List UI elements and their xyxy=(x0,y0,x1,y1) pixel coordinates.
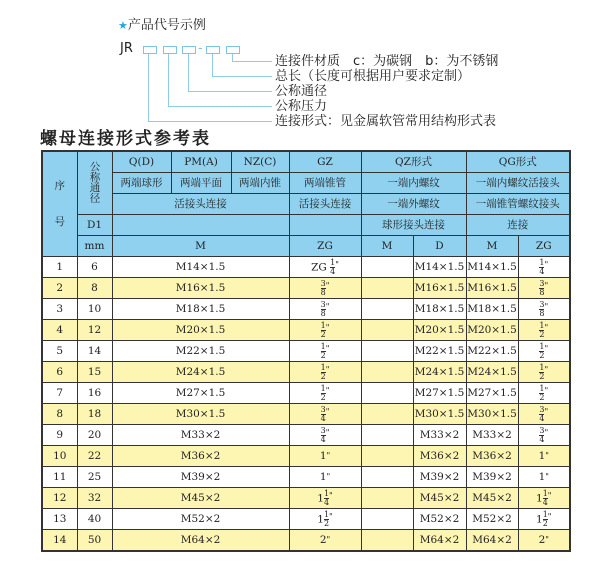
cell-qg-zg xyxy=(518,404,570,425)
cell-qg-zg xyxy=(518,341,570,362)
zg-part: " xyxy=(326,472,331,481)
cell-qg-m: M52×2 xyxy=(466,509,518,530)
cell-qg-m: M45×2 xyxy=(466,488,518,509)
cell-gz-zg xyxy=(289,362,361,383)
cell-qz-d: M20×1.5 xyxy=(413,320,466,341)
code-dash: - xyxy=(198,41,203,56)
cell-qg-zg xyxy=(518,509,570,530)
header-cell: ZG xyxy=(518,236,570,257)
zg-part: " xyxy=(326,451,331,460)
cell-qg-zg xyxy=(518,383,570,404)
zg-part: " xyxy=(544,322,549,332)
cell-qz-m xyxy=(361,404,413,425)
table-row xyxy=(42,341,570,362)
cell-qz-m xyxy=(361,488,413,509)
cell-gz-zg xyxy=(289,509,361,530)
code-prefix: JR xyxy=(120,41,133,56)
cell-m: M18×1.5 xyxy=(112,299,289,320)
zg-part: 4 xyxy=(539,434,545,444)
zg-part: 1 xyxy=(320,320,326,330)
cell-qg-m: M33×2 xyxy=(466,425,518,446)
header-pma: PM(A) xyxy=(171,151,231,173)
zg-part: 4 xyxy=(539,266,545,276)
zg-part: 2 xyxy=(320,392,326,402)
label-pressure: 公称压力 xyxy=(275,99,328,114)
cell-qg-m: M27×1.5 xyxy=(466,383,518,404)
cell-d1: 22 xyxy=(77,446,112,467)
header-cell: 连接 xyxy=(466,215,570,236)
header-cell: M xyxy=(466,236,518,257)
zg-part: 1 xyxy=(320,341,326,351)
cell-gz-zg xyxy=(289,383,361,404)
header-cell: 活接头连接 xyxy=(289,194,361,215)
label-length: 总长（长度可根据用户要求定制） xyxy=(275,69,471,84)
header-cell: 一端内螺纹 xyxy=(361,173,466,194)
cell-qz-d: M39×2 xyxy=(413,467,466,488)
cell-qg-m: M18×1.5 xyxy=(466,299,518,320)
zg-part: " xyxy=(325,301,330,311)
cell-m: M22×1.5 xyxy=(112,341,289,362)
cell-qg-zg xyxy=(518,488,570,509)
table-row xyxy=(42,446,570,467)
cell-qg-m: M64×2 xyxy=(466,530,518,552)
zg-part: 3 xyxy=(539,404,545,414)
zg-part: 3 xyxy=(320,404,326,414)
cell-no: 13 xyxy=(42,509,77,530)
cell-qz-d: M27×1.5 xyxy=(413,383,466,404)
zg-part: 8 xyxy=(320,308,326,318)
zg-part: " xyxy=(547,511,552,521)
zg-part: 8 xyxy=(539,308,545,318)
header-cell xyxy=(289,215,361,236)
table-row xyxy=(42,509,570,530)
cell-qg-m: M36×2 xyxy=(466,446,518,467)
cell-qz-m xyxy=(361,467,413,488)
zg-part: 1 xyxy=(320,362,326,372)
cell-m: M45×2 xyxy=(112,488,289,509)
cell-qg-m: M22×1.5 xyxy=(466,341,518,362)
table-row xyxy=(42,362,570,383)
connector-line xyxy=(148,54,149,121)
cell-qz-m xyxy=(361,320,413,341)
connector-line xyxy=(148,121,272,122)
cell-m: M52×2 xyxy=(112,509,289,530)
zg-part: 1 xyxy=(538,450,546,462)
header-gz: GZ xyxy=(289,151,361,173)
zg-part: 2 xyxy=(539,329,545,339)
header-cell xyxy=(112,215,289,236)
cell-m: M64×2 xyxy=(112,530,289,552)
connector-line xyxy=(188,54,189,91)
cell-d1: 6 xyxy=(77,257,112,278)
cell-d1: 10 xyxy=(77,299,112,320)
example-heading xyxy=(118,18,206,33)
cell-d1: 14 xyxy=(77,341,112,362)
cell-d1: 50 xyxy=(77,530,112,552)
cell-no: 7 xyxy=(42,383,77,404)
zg-part: " xyxy=(544,385,549,395)
zg-part: " xyxy=(547,490,552,500)
cell-d1: 12 xyxy=(77,320,112,341)
cell-qz-d: M45×2 xyxy=(413,488,466,509)
zg-part: " xyxy=(544,427,549,437)
cell-qg-zg xyxy=(518,467,570,488)
cell-qg-zg xyxy=(518,446,570,467)
header-cell: 两端内锥 xyxy=(231,173,289,194)
cell-m: M36×2 xyxy=(112,446,289,467)
cell-qg-m: M30×1.5 xyxy=(466,404,518,425)
code-box-connection xyxy=(143,46,157,54)
cell-gz-zg xyxy=(289,404,361,425)
cell-gz-zg xyxy=(289,425,361,446)
zg-part: 4 xyxy=(320,413,326,423)
zg-part: 4 xyxy=(320,434,326,444)
cell-m: M33×2 xyxy=(112,425,289,446)
zg-part: " xyxy=(325,427,330,437)
cell-d1: 40 xyxy=(77,509,112,530)
zg-part: " xyxy=(544,343,549,353)
zg-part: 2 xyxy=(320,371,326,381)
zg-part: " xyxy=(544,301,549,311)
zg-part: " xyxy=(544,259,549,269)
zg-part: 1 xyxy=(539,383,545,393)
cell-m: M16×1.5 xyxy=(112,278,289,299)
zg-part: 1 xyxy=(539,257,545,267)
zg-part: " xyxy=(325,280,330,290)
cell-no: 9 xyxy=(42,425,77,446)
cell-qz-d: M16×1.5 xyxy=(413,278,466,299)
cell-qz-m xyxy=(361,446,413,467)
cell-qz-m xyxy=(361,362,413,383)
header-dn-text: 公称通径 xyxy=(88,160,101,203)
cell-no: 8 xyxy=(42,404,77,425)
cell-qg-zg xyxy=(518,257,570,278)
header-cell: 一端外螺纹 xyxy=(361,194,466,215)
header-cell: D xyxy=(413,236,466,257)
zg-part: 3 xyxy=(320,278,326,288)
header-seq xyxy=(42,151,77,257)
header-seq-bottom: 号 xyxy=(54,216,65,228)
cell-gz-zg xyxy=(289,530,361,552)
zg-part: 1 xyxy=(542,509,548,519)
zg-part: 3 xyxy=(539,278,545,288)
cell-gz-zg xyxy=(289,320,361,341)
cell-qz-d: M24×1.5 xyxy=(413,362,466,383)
zg-part: 1 xyxy=(542,488,548,498)
zg-part: 1 xyxy=(536,492,543,504)
zg-part: 1 xyxy=(323,488,330,498)
cell-qz-d: M64×2 xyxy=(413,530,466,552)
zg-part: 3 xyxy=(320,425,326,435)
label-material: 连接件材质 c：为碳钢 b：为不锈钢 xyxy=(275,54,499,69)
cell-qg-zg xyxy=(518,299,570,320)
header-cell: M xyxy=(361,236,413,257)
zg-part: 1 xyxy=(536,513,543,525)
zg-part: 1 xyxy=(330,257,336,267)
zg-part: " xyxy=(544,280,549,290)
zg-part: 3 xyxy=(539,299,545,309)
zg-part: " xyxy=(545,535,549,544)
cell-d1: 20 xyxy=(77,425,112,446)
zg-part: 1 xyxy=(538,471,546,483)
zg-part: 1 xyxy=(319,450,327,462)
zg-part: " xyxy=(329,511,333,521)
cell-gz-zg xyxy=(289,299,361,320)
cell-no: 4 xyxy=(42,320,77,341)
cell-qg-zg xyxy=(518,530,570,552)
cell-no: 2 xyxy=(42,278,77,299)
zg-part: 2 xyxy=(323,518,330,528)
zg-part: " xyxy=(335,259,339,269)
cell-qg-m: M14×1.5 xyxy=(466,257,518,278)
zg-part: 3 xyxy=(320,299,326,309)
table-body xyxy=(42,257,570,552)
table-title: 螺母连接形式参考表 xyxy=(40,129,211,149)
zg-part: 2 xyxy=(539,371,545,381)
zg-part: ZG xyxy=(311,261,327,273)
cell-qz-m xyxy=(361,257,413,278)
cell-m: M14×1.5 xyxy=(112,257,289,278)
header-seq-top: 序 xyxy=(54,180,65,192)
table-row xyxy=(42,467,570,488)
zg-part: " xyxy=(545,472,549,481)
table-row xyxy=(42,530,570,552)
cell-d1: 16 xyxy=(77,383,112,404)
cell-d1: 32 xyxy=(77,488,112,509)
cell-d1: 25 xyxy=(77,467,112,488)
table-row xyxy=(42,257,570,278)
table-row xyxy=(42,425,570,446)
table-row xyxy=(42,383,570,404)
cell-no: 12 xyxy=(42,488,77,509)
table-row xyxy=(42,404,570,425)
cell-qz-d: M18×1.5 xyxy=(413,299,466,320)
zg-part: " xyxy=(325,364,330,374)
header-qd: Q(D) xyxy=(112,151,171,173)
cell-qz-m xyxy=(361,341,413,362)
zg-part: 2 xyxy=(320,329,326,339)
cell-gz-zg xyxy=(289,278,361,299)
cell-no: 5 xyxy=(42,341,77,362)
code-box-material xyxy=(226,46,240,54)
zg-part: 4 xyxy=(542,497,548,507)
cell-gz-zg xyxy=(289,467,361,488)
table-row xyxy=(42,299,570,320)
example-heading-text: 产品代号示例 xyxy=(127,18,206,33)
zg-part: " xyxy=(544,406,549,416)
cell-qz-m xyxy=(361,299,413,320)
header-dn xyxy=(77,151,112,215)
header-cell: D1 xyxy=(77,215,112,236)
cell-no: 14 xyxy=(42,530,77,552)
zg-part: 1 xyxy=(539,341,545,351)
zg-part: 2 xyxy=(319,534,327,546)
zg-part: " xyxy=(545,451,549,460)
zg-part: " xyxy=(325,406,330,416)
table-row xyxy=(42,278,570,299)
zg-part: 4 xyxy=(330,266,336,276)
cell-qg-m: M24×1.5 xyxy=(466,362,518,383)
cell-qz-d: M30×1.5 xyxy=(413,404,466,425)
cell-qz-d: M14×1.5 xyxy=(413,257,466,278)
header-cell: 一端锥管螺纹接头 xyxy=(466,194,570,215)
cell-qg-m: M20×1.5 xyxy=(466,320,518,341)
cell-gz-zg xyxy=(289,257,361,278)
zg-part: 2 xyxy=(320,350,326,360)
cell-d1: 8 xyxy=(77,278,112,299)
cell-qz-d: M36×2 xyxy=(413,446,466,467)
cell-no: 1 xyxy=(42,257,77,278)
cell-m: M39×2 xyxy=(112,467,289,488)
cell-qz-m xyxy=(361,383,413,404)
connector-line xyxy=(168,106,272,107)
zg-part: 1 xyxy=(323,509,330,519)
header-cell: 球形接头连接 xyxy=(361,215,466,236)
cell-qz-m xyxy=(361,425,413,446)
cell-qz-m xyxy=(361,278,413,299)
cell-no: 3 xyxy=(42,299,77,320)
zg-part: 3 xyxy=(539,425,545,435)
zg-part: 2 xyxy=(538,534,546,546)
zg-part: 1 xyxy=(317,513,324,525)
zg-part: 2 xyxy=(542,518,548,528)
cell-qg-m: M16×1.5 xyxy=(466,278,518,299)
zg-part: 4 xyxy=(539,413,545,423)
zg-part: 1 xyxy=(317,492,324,504)
connector-line xyxy=(212,76,272,77)
zg-part: 1 xyxy=(539,362,545,372)
code-box-diameter xyxy=(182,46,196,54)
header-cell: 两端球形 xyxy=(112,173,171,194)
zg-part: " xyxy=(326,535,331,544)
cell-no: 11 xyxy=(42,467,77,488)
cell-m: M20×1.5 xyxy=(112,320,289,341)
cell-qg-zg xyxy=(518,320,570,341)
connector-line xyxy=(232,61,272,62)
cell-no: 6 xyxy=(42,362,77,383)
cell-qz-d: M52×2 xyxy=(413,509,466,530)
header-cell: mm xyxy=(77,236,112,257)
cell-d1: 18 xyxy=(77,404,112,425)
cell-m: M24×1.5 xyxy=(112,362,289,383)
zg-part: 4 xyxy=(323,497,330,507)
connector-line xyxy=(168,54,169,106)
cell-gz-zg xyxy=(289,341,361,362)
zg-part: 8 xyxy=(539,287,545,297)
zg-part: " xyxy=(325,322,330,332)
header-cell: 一端内螺纹活接头 xyxy=(466,173,570,194)
cell-qg-m: M39×2 xyxy=(466,467,518,488)
header-qz: QZ形式 xyxy=(361,151,466,173)
cell-gz-zg xyxy=(289,446,361,467)
code-box-pressure xyxy=(163,46,177,54)
zg-part: 8 xyxy=(320,287,326,297)
zg-part: 1 xyxy=(539,320,545,330)
cell-d1: 15 xyxy=(77,362,112,383)
zg-part: " xyxy=(544,364,549,374)
zg-part: 1 xyxy=(320,383,326,393)
header-cell: M xyxy=(112,236,289,257)
cell-qz-m xyxy=(361,509,413,530)
header-cell: 两端锥管 xyxy=(289,173,361,194)
cell-qz-d: M33×2 xyxy=(413,425,466,446)
cell-qg-zg xyxy=(518,425,570,446)
cell-qz-d: M22×1.5 xyxy=(413,341,466,362)
label-diameter: 公称通径 xyxy=(275,84,328,99)
cell-qg-zg xyxy=(518,362,570,383)
header-nzc: NZ(C) xyxy=(231,151,289,173)
table-row xyxy=(42,488,570,509)
star-icon: ★ xyxy=(118,19,128,32)
cell-m: M27×1.5 xyxy=(112,383,289,404)
table-row xyxy=(42,320,570,341)
connector-line xyxy=(212,54,213,76)
cell-no: 10 xyxy=(42,446,77,467)
label-connection: 连接形式：见金属软管常用结构形式表 xyxy=(275,114,497,129)
connector-line xyxy=(232,54,233,61)
zg-part: " xyxy=(325,343,330,353)
header-cell: 两端平面 xyxy=(171,173,231,194)
zg-part: " xyxy=(329,490,333,500)
header-cell: 活接头连接 xyxy=(112,194,289,215)
zg-part: 1 xyxy=(319,471,327,483)
cell-gz-zg xyxy=(289,488,361,509)
code-box-length xyxy=(206,46,220,54)
nut-connection-table xyxy=(41,150,571,552)
cell-qg-zg xyxy=(518,278,570,299)
cell-m: M30×1.5 xyxy=(112,404,289,425)
header-qg: QG形式 xyxy=(466,151,570,173)
header-cell: ZG xyxy=(289,236,361,257)
cell-qz-m xyxy=(361,530,413,552)
connector-line xyxy=(188,91,272,92)
zg-part: " xyxy=(325,385,330,395)
zg-part: 2 xyxy=(539,392,545,402)
zg-part: 2 xyxy=(539,350,545,360)
